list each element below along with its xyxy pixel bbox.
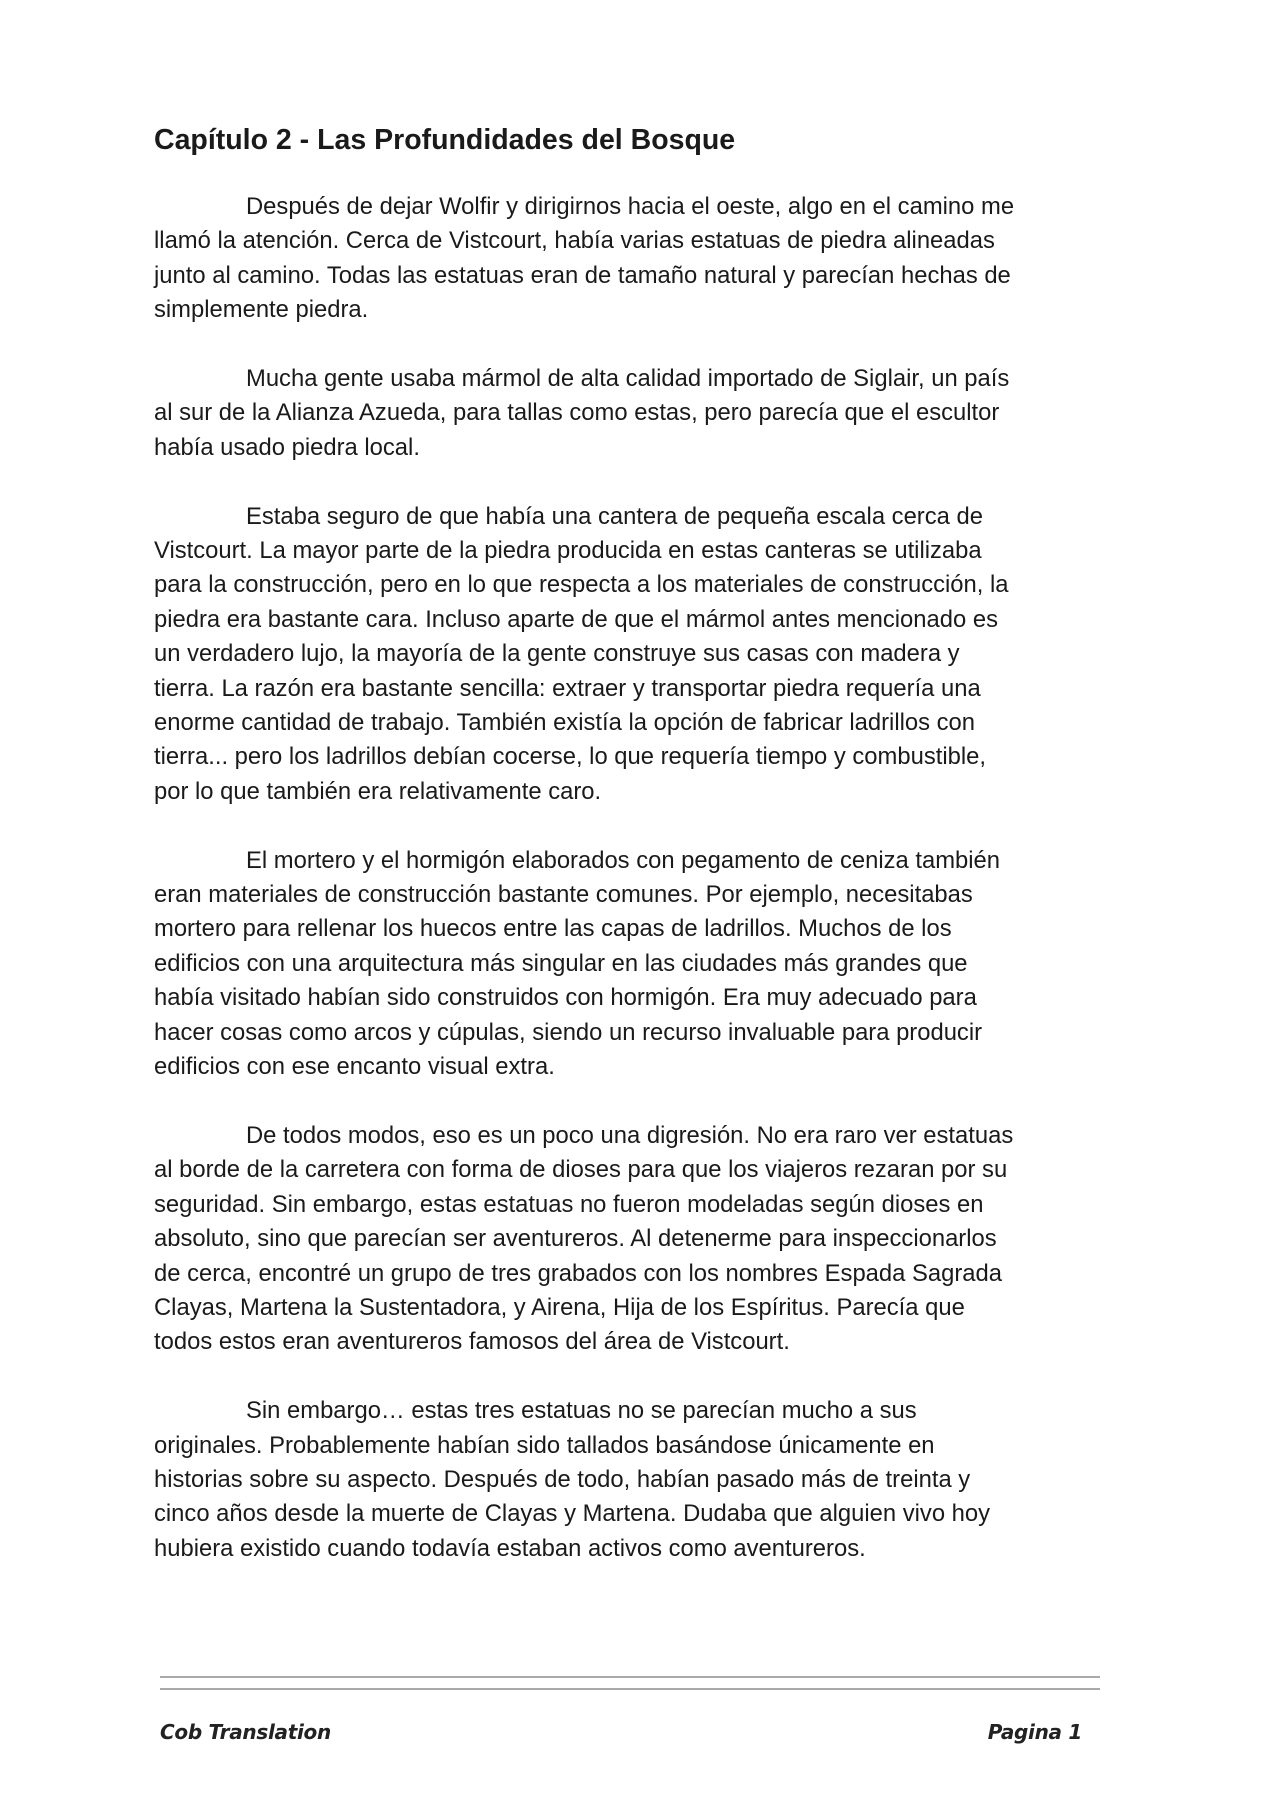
text-line: eran materiales de construcción bastante comunes. Por ejemplo, necesitabas [154, 881, 973, 909]
text-line: seguridad. Sin embargo, estas estatuas no fueron modeladas según dioses en [154, 1190, 984, 1218]
text-line: El mortero y el hormigón elaborados con pegamento de ceniza también [246, 846, 1001, 874]
text-line: Estaba seguro de que había una cantera de pequeña escala cerca de [246, 502, 983, 530]
text-line: al sur de la Alianza Azueda, para tallas como estas, pero parecía que el escultor [154, 399, 1000, 427]
text-line: hacer cosas como arcos y cúpulas, siendo un recurso invaluable para producir [154, 1018, 983, 1046]
text-line: Sin embargo… estas tres estatuas no se parecían mucho a sus [246, 1397, 917, 1425]
text-line: enorme cantidad de trabajo. También existía la opción de fabricar ladrillos con [154, 709, 976, 737]
text-line: mortero para rellenar los huecos entre las capas de ladrillos. Muchos de los [154, 915, 952, 943]
paragraph-6 [154, 1394, 1094, 1566]
text-line: Después de dejar Wolfir y dirigirnos hacia el oeste, algo en el camino me [246, 193, 1015, 220]
text-line: Vistcourt. La mayor parte de la piedra producida en estas canteras se utilizaba [154, 537, 982, 565]
text-line: hubiera existido cuando todavía estaban activos como aventureros. [154, 1534, 866, 1562]
paragraph-4 [154, 844, 1094, 1085]
text-line: edificios con una arquitectura más singular en las ciudades más grandes que [154, 949, 968, 977]
footer-divider [160, 1688, 1100, 1690]
text-line: junto al camino. Todas las estatuas eran de tamaño natural y parecían hechas de [154, 261, 1011, 289]
footer-divider [160, 1676, 1100, 1678]
paragraph-2 [154, 362, 1094, 465]
text-line: De todos modos, eso es un poco una digresión. No era raro ver estatuas [246, 1121, 1014, 1149]
text-line: Mucha gente usaba mármol de alta calidad importado de Siglair, un país [246, 365, 1010, 393]
text-line: llamó la atención. Cerca de Vistcourt, había varias estatuas de piedra alineadas [154, 227, 995, 255]
footer-page-number: Pagina 1 [987, 1720, 1082, 1744]
text-line: simplemente piedra. [154, 296, 369, 324]
body-text [154, 190, 1094, 1601]
paragraph-3 [154, 500, 1094, 810]
text-line: tierra. La razón era bastante sencilla: extraer y transportar piedra requería una [154, 674, 981, 702]
text-line: había visitado habían sido construidos con hormigón. Era muy adecuado para [154, 984, 977, 1012]
text-line: para la construcción, pero en lo que respecta a los materiales de construcción, la [154, 571, 1009, 599]
text-line: un verdadero lujo, la mayoría de la gente construye sus casas con madera y [154, 640, 960, 668]
text-line: originales. Probablemente habían sido tallados basándose únicamente en [154, 1431, 935, 1459]
text-line: absoluto, sino que parecían ser aventureros. Al detenerme para inspeccionarlos [154, 1225, 997, 1253]
text-line: por lo que también era relativamente caro. [154, 777, 602, 805]
text-line: piedra era bastante cara. Incluso aparte de que el mármol antes mencionado es [154, 605, 998, 633]
text-line: todos estos eran aventureros famosos del área de Vistcourt. [154, 1328, 790, 1356]
text-line: al borde de la carretera con forma de dioses para que los viajeros rezaran por su [154, 1156, 1008, 1184]
text-line: cinco años desde la muerte de Clayas y Martena. Dudaba que alguien vivo hoy [154, 1500, 991, 1528]
text-line: de cerca, encontré un grupo de tres grabados con los nombres Espada Sagrada [154, 1259, 1002, 1287]
text-line: había usado piedra local. [154, 433, 420, 461]
footer-translator-credit: Cob Translation [160, 1720, 331, 1744]
text-line: historias sobre su aspecto. Después de todo, habían pasado más de treinta y [154, 1465, 971, 1493]
chapter-title: Capítulo 2 - Las Profundidades del Bosque [154, 124, 736, 156]
text-line: tierra... pero los ladrillos debían cocerse, lo que requería tiempo y combustible, [154, 743, 986, 771]
paragraph-1 [154, 190, 1094, 328]
text-line: edificios con ese encanto visual extra. [154, 1053, 555, 1081]
text-line: Clayas, Martena la Sustentadora, y Airena, Hija de los Espíritus. Parecía que [154, 1293, 965, 1321]
paragraph-5 [154, 1119, 1094, 1360]
